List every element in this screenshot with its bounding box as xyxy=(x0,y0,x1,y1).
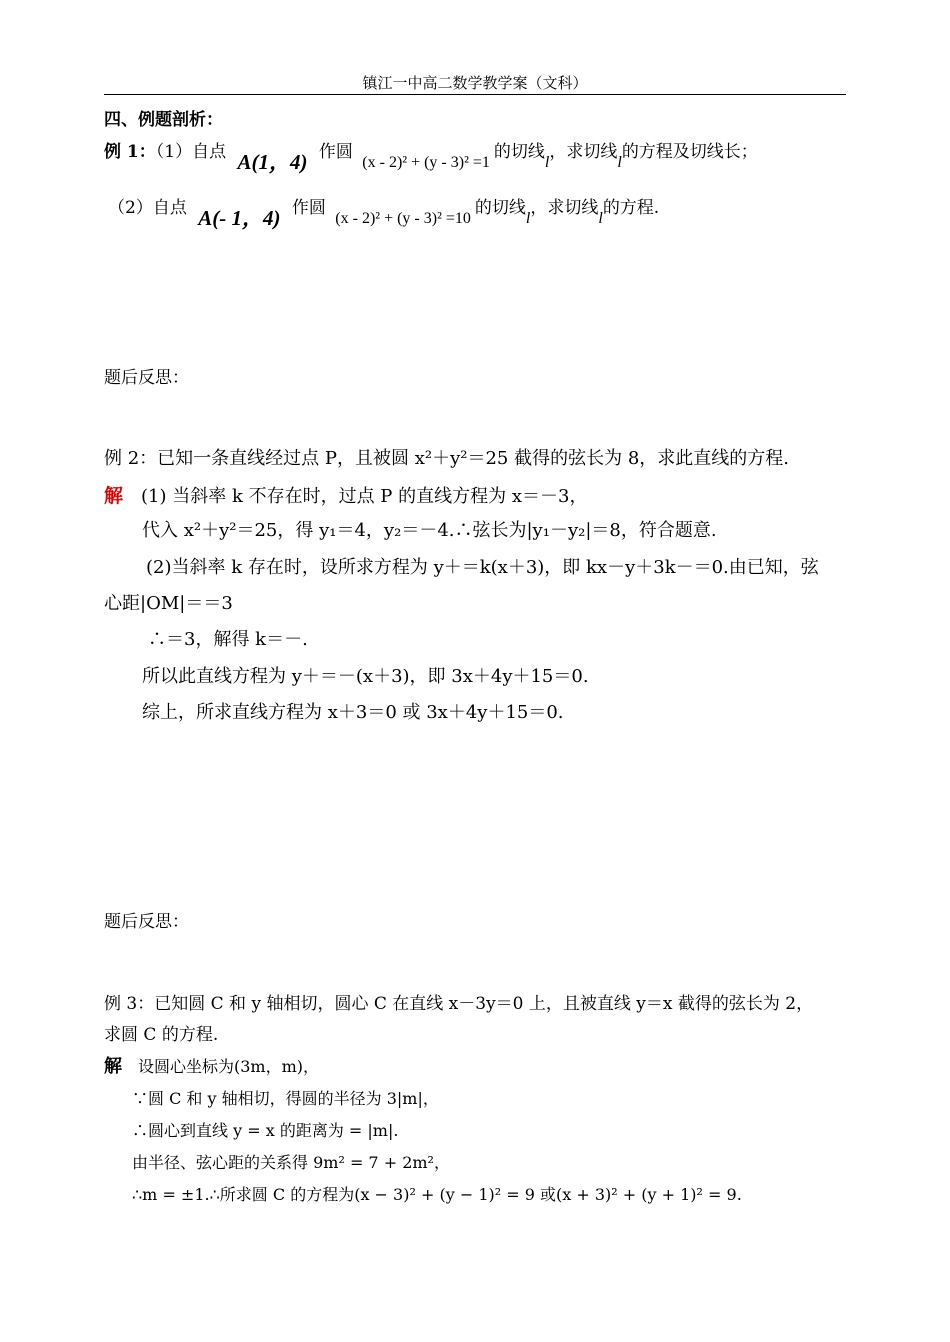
text: 的切线 xyxy=(474,198,526,218)
example-3-solution-4: 由半径、弦心距的关系得 9m² = 7 + 2m²， xyxy=(132,1153,450,1172)
example-1-part-1 xyxy=(104,138,758,174)
point-a: A(- 1，4) xyxy=(198,206,281,230)
example-3-solution-3: ∴圆心到直线 y = x 的距离为 = |m|. xyxy=(132,1121,399,1140)
text: 作圆 xyxy=(291,198,326,218)
circle-equation: (x - 2)² + (y - 3)² =1 xyxy=(362,154,490,171)
example-2-solution-7: 综上，所求直线方程为 x＋3＝0 或 3x＋4y＋15＝0. xyxy=(142,702,564,723)
line-l: l xyxy=(525,210,531,227)
example-2-solution-5: ∴＝3，解得 k＝－. xyxy=(148,629,308,650)
text: 设圆心坐标为(3m，m)， xyxy=(138,1057,320,1076)
text: （1）自点 xyxy=(155,142,227,162)
section-title: 四、例题剖析： xyxy=(104,110,223,130)
line-l: l xyxy=(598,210,603,227)
text: （2）自点 xyxy=(108,198,187,218)
example-3-question-1: 例 3：已知圆 C 和 y 轴相切，圆心 C 在直线 x－3y＝0 上，且被直线 y＝x 截得的弦长为 2， xyxy=(104,994,814,1014)
example-2-question: 例 2：已知一条直线经过点 P，且被圆 x²＋y²＝25 截得的弦长为 8，求此直线的方程. xyxy=(104,448,789,469)
example-1-label: 例 1： xyxy=(104,142,156,162)
point-a: A(1，4) xyxy=(237,150,308,174)
text: 作圆 xyxy=(318,142,353,162)
example-3-solution-5: ∴m = ±1.∴所求圆 C 的方程为(x − 3)² + (y − 1)² = 9 或(x + 3)² + (y + 1)² = 9. xyxy=(132,1185,742,1204)
reflection-heading: 题后反思： xyxy=(104,368,189,388)
example-3-solution-2: ∵圆 C 和 y 轴相切，得圆的半径为 3|m|， xyxy=(132,1089,439,1108)
example-2-solution-6: 所以此直线方程为 y＋＝－(x＋3)，即 3x＋4y＋15＝0. xyxy=(142,666,589,687)
example-1-part-2 xyxy=(108,194,660,230)
page-header: 镇江一中高二数学教学案（文科） xyxy=(104,72,846,95)
example-2-solution-1 xyxy=(104,484,587,509)
line-l: l xyxy=(544,154,550,171)
circle-equation: (x - 2)² + (y - 3)² =10 xyxy=(335,210,471,227)
example-2-solution-2: 代入 x²＋y²＝25，得 y₁＝4，y₂＝－4.∴弦长为|y₁－y₂|＝8，符合题意. xyxy=(142,520,717,541)
text: ，求切线 xyxy=(549,142,618,162)
text: ，求切线 xyxy=(530,198,599,218)
text: 的方程. xyxy=(602,198,660,218)
text: 的方程及切线长； xyxy=(621,142,758,162)
solution-label: 解 xyxy=(104,485,124,507)
text: 的切线 xyxy=(493,142,545,162)
example-2-solution-3: (2)当斜率 k 存在时，设所求方程为 y＋＝k(x＋3)，即 kx－y＋3k－＝0.由已知，弦 xyxy=(146,557,819,578)
reflection-heading: 题后反思： xyxy=(104,912,189,932)
line-l: l xyxy=(617,154,622,171)
solution-label: 解 xyxy=(104,1056,122,1077)
example-3-solution-1 xyxy=(104,1055,319,1079)
example-3-question-2: 求圆 C 的方程. xyxy=(104,1025,219,1045)
text: (1) 当斜率 k 不存在时，过点 P 的直线方程为 x＝－3， xyxy=(141,486,588,507)
example-2-solution-4: 心距|OM|＝＝3 xyxy=(104,593,233,614)
